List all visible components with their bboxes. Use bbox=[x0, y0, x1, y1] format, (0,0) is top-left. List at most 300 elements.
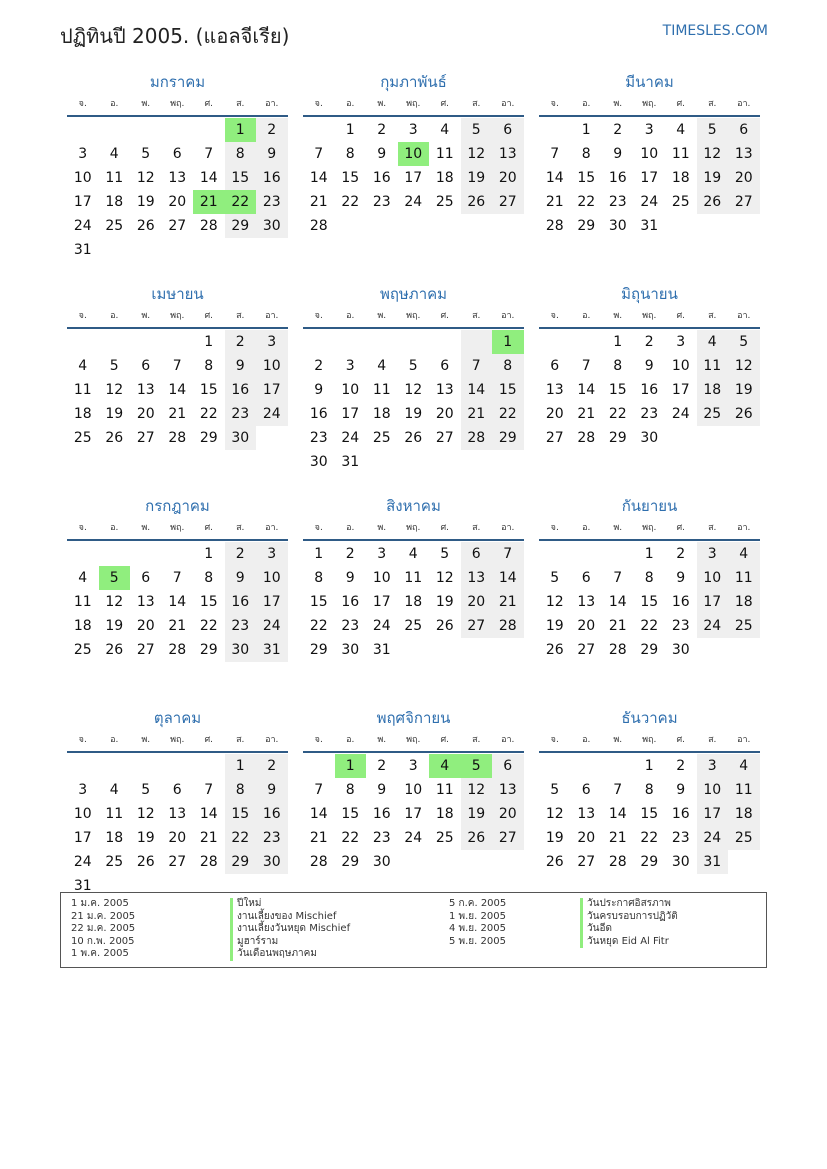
day-cell[interactable]: 27 bbox=[492, 826, 524, 850]
day-cell[interactable]: 19 bbox=[461, 802, 493, 826]
day-cell[interactable]: 1 bbox=[345, 122, 355, 138]
day-cell[interactable]: 1 bbox=[225, 754, 257, 778]
day-cell[interactable]: 7 bbox=[581, 358, 591, 374]
day-cell[interactable]: 28 bbox=[199, 218, 218, 234]
day-cell[interactable]: 3 bbox=[377, 546, 387, 562]
day-cell[interactable]: 18 bbox=[105, 194, 124, 210]
day-cell[interactable]: 13 bbox=[168, 806, 187, 822]
day-cell[interactable]: 18 bbox=[671, 170, 690, 186]
day-cell[interactable]: 30 bbox=[256, 214, 288, 238]
day-cell[interactable]: 23 bbox=[372, 194, 391, 210]
day-cell[interactable]: 8 bbox=[204, 358, 214, 374]
day-cell[interactable]: 27 bbox=[728, 190, 760, 214]
day-cell[interactable]: 17 bbox=[73, 194, 92, 210]
day-cell[interactable]: 14 bbox=[309, 806, 328, 822]
day-cell[interactable]: 30 bbox=[608, 218, 627, 234]
day-cell[interactable]: 23 bbox=[640, 406, 659, 422]
day-cell[interactable]: 28 bbox=[608, 642, 627, 658]
day-cell[interactable]: 22 bbox=[341, 194, 360, 210]
day-cell[interactable]: 18 bbox=[73, 406, 92, 422]
day-cell[interactable]: 24 bbox=[256, 402, 288, 426]
day-cell[interactable]: 3 bbox=[676, 334, 686, 350]
day-cell[interactable]: 7 bbox=[613, 570, 623, 586]
day-cell[interactable]: 15 bbox=[492, 378, 524, 402]
day-cell[interactable]: 6 bbox=[581, 570, 591, 586]
day-cell[interactable]: 4 bbox=[728, 754, 760, 778]
day-cell[interactable]: 3 bbox=[345, 358, 355, 374]
day-cell[interactable]: 18 bbox=[73, 618, 92, 634]
day-cell[interactable]: 12 bbox=[728, 354, 760, 378]
day-cell[interactable]: 28 bbox=[168, 430, 187, 446]
day-cell[interactable]: 22 bbox=[199, 406, 218, 422]
day-cell[interactable]: 13 bbox=[577, 806, 596, 822]
day-cell[interactable]: 14 bbox=[199, 806, 218, 822]
day-cell[interactable]: 22 bbox=[309, 618, 328, 634]
day-cell[interactable]: 6 bbox=[492, 754, 524, 778]
day-cell[interactable]: 17 bbox=[73, 830, 92, 846]
day-cell[interactable]: 13 bbox=[136, 382, 155, 398]
day-cell[interactable]: 4 bbox=[109, 146, 119, 162]
day-cell[interactable]: 14 bbox=[577, 382, 596, 398]
day-cell[interactable]: 18 bbox=[372, 406, 391, 422]
day-cell[interactable]: 3 bbox=[644, 122, 654, 138]
day-cell[interactable]: 9 bbox=[345, 570, 355, 586]
day-cell[interactable]: 18 bbox=[728, 802, 760, 826]
day-cell[interactable]: 8 bbox=[225, 778, 257, 802]
day-cell[interactable]: 14 bbox=[199, 170, 218, 186]
day-cell[interactable]: 30 bbox=[225, 638, 257, 662]
day-cell[interactable]: 21 bbox=[199, 830, 218, 846]
day-cell[interactable]: 28 bbox=[577, 430, 596, 446]
day-cell[interactable]: 28 bbox=[309, 218, 328, 234]
day-cell[interactable]: 8 bbox=[345, 146, 355, 162]
day-cell[interactable]: 3 bbox=[78, 782, 88, 798]
day-cell[interactable]: 12 bbox=[435, 570, 454, 586]
day-cell[interactable]: 3 bbox=[697, 754, 729, 778]
day-cell[interactable]: 21 bbox=[608, 618, 627, 634]
day-cell[interactable]: 19 bbox=[697, 166, 729, 190]
day-cell[interactable]: 12 bbox=[136, 170, 155, 186]
day-cell[interactable]: 10 bbox=[256, 354, 288, 378]
day-cell[interactable]: 6 bbox=[141, 570, 151, 586]
day-cell[interactable]: 20 bbox=[577, 830, 596, 846]
day-cell[interactable]: 13 bbox=[728, 142, 760, 166]
day-cell[interactable]: 16 bbox=[671, 806, 690, 822]
day-cell[interactable]: 16 bbox=[256, 802, 288, 826]
day-cell[interactable]: 19 bbox=[136, 194, 155, 210]
day-cell[interactable]: 15 bbox=[341, 806, 360, 822]
day-cell[interactable]: 9 bbox=[256, 142, 288, 166]
day-cell[interactable]: 29 bbox=[640, 642, 659, 658]
day-cell[interactable]: 6 bbox=[581, 782, 591, 798]
day-cell[interactable]: 23 bbox=[608, 194, 627, 210]
day-cell[interactable]: 23 bbox=[372, 830, 391, 846]
day-cell[interactable]: 20 bbox=[577, 618, 596, 634]
day-cell[interactable]: 5 bbox=[440, 546, 450, 562]
day-cell[interactable]: 21 bbox=[545, 194, 564, 210]
day-cell[interactable]: 16 bbox=[608, 170, 627, 186]
day-cell[interactable]: 16 bbox=[256, 166, 288, 190]
day-cell[interactable]: 6 bbox=[461, 542, 493, 566]
day-cell[interactable]: 10 bbox=[697, 566, 729, 590]
day-cell[interactable]: 26 bbox=[136, 218, 155, 234]
day-cell[interactable]: 25 bbox=[728, 614, 760, 638]
day-cell[interactable]: 28 bbox=[168, 642, 187, 658]
day-cell[interactable]: 27 bbox=[136, 642, 155, 658]
day-cell[interactable]: 25 bbox=[697, 402, 729, 426]
day-cell[interactable]: 15 bbox=[309, 594, 328, 610]
day-cell[interactable]: 27 bbox=[545, 430, 564, 446]
day-cell[interactable]: 19 bbox=[545, 618, 564, 634]
day-cell[interactable]: 17 bbox=[256, 590, 288, 614]
day-cell[interactable]: 24 bbox=[404, 194, 423, 210]
day-cell[interactable]: 8 bbox=[644, 782, 654, 798]
day-cell[interactable]: 12 bbox=[136, 806, 155, 822]
day-cell[interactable]: 2 bbox=[377, 758, 387, 774]
day-cell[interactable]: 8 bbox=[581, 146, 591, 162]
day-cell[interactable]: 25 bbox=[372, 430, 391, 446]
day-cell[interactable]: 24 bbox=[697, 614, 729, 638]
day-cell[interactable]: 31 bbox=[73, 878, 92, 894]
day-cell[interactable]: 14 bbox=[545, 170, 564, 186]
day-cell[interactable]: 7 bbox=[314, 146, 324, 162]
day-cell[interactable]: 17 bbox=[404, 170, 423, 186]
day-cell[interactable]: 10 bbox=[671, 358, 690, 374]
day-cell[interactable]: 2 bbox=[314, 358, 324, 374]
day-cell[interactable]: 21 bbox=[309, 830, 328, 846]
day-cell[interactable]: 6 bbox=[172, 146, 182, 162]
day-cell[interactable]: 22 bbox=[640, 618, 659, 634]
day-cell[interactable]: 22 bbox=[199, 618, 218, 634]
day-cell[interactable]: 13 bbox=[492, 778, 524, 802]
day-cell[interactable]: 8 bbox=[204, 570, 214, 586]
day-cell[interactable]: 5 bbox=[109, 358, 119, 374]
day-cell[interactable]: 11 bbox=[728, 778, 760, 802]
day-cell[interactable]: 21 bbox=[461, 402, 493, 426]
day-cell[interactable]: 17 bbox=[671, 382, 690, 398]
day-cell[interactable]: 11 bbox=[105, 806, 124, 822]
day-cell[interactable]: 17 bbox=[697, 802, 729, 826]
day-cell[interactable]: 1 bbox=[204, 546, 214, 562]
day-cell[interactable]: 10 bbox=[73, 806, 92, 822]
day-cell[interactable]: 14 bbox=[309, 170, 328, 186]
day-cell[interactable]: 1 bbox=[581, 122, 591, 138]
day-cell[interactable]: 15 bbox=[608, 382, 627, 398]
day-cell[interactable]: 17 bbox=[697, 590, 729, 614]
day-cell[interactable]: 14 bbox=[608, 806, 627, 822]
day-cell[interactable]: 29 bbox=[225, 214, 257, 238]
day-cell[interactable]: 21 bbox=[168, 406, 187, 422]
day-cell[interactable]: 6 bbox=[550, 358, 560, 374]
day-cell[interactable]: 29 bbox=[199, 642, 218, 658]
day-cell[interactable]: 5 bbox=[141, 782, 151, 798]
day-cell[interactable]: 13 bbox=[577, 594, 596, 610]
day-cell[interactable]: 27 bbox=[136, 430, 155, 446]
day-cell[interactable]: 20 bbox=[168, 194, 187, 210]
day-cell[interactable]: 22 bbox=[225, 826, 257, 850]
day-cell[interactable]: 24 bbox=[341, 430, 360, 446]
day-cell[interactable]: 30 bbox=[671, 642, 690, 658]
day-cell[interactable]: 31 bbox=[73, 242, 92, 258]
day-cell[interactable]: 18 bbox=[435, 806, 454, 822]
day-cell[interactable]: 17 bbox=[372, 594, 391, 610]
day-cell[interactable]: 8 bbox=[492, 354, 524, 378]
day-cell[interactable]: 23 bbox=[256, 826, 288, 850]
day-cell[interactable]: 4 bbox=[109, 782, 119, 798]
day-cell[interactable]: 26 bbox=[461, 190, 493, 214]
day-cell[interactable]: 31 bbox=[372, 642, 391, 658]
day-cell[interactable]: 24 bbox=[404, 830, 423, 846]
day-cell[interactable]: 25 bbox=[404, 618, 423, 634]
day-cell[interactable]: 4 bbox=[408, 546, 418, 562]
day-cell[interactable]: 8 bbox=[644, 570, 654, 586]
day-cell[interactable]: 2 bbox=[644, 334, 654, 350]
day-cell[interactable]: 8 bbox=[345, 782, 355, 798]
day-cell[interactable]: 21 bbox=[309, 194, 328, 210]
day-cell[interactable]: 9 bbox=[225, 566, 257, 590]
day-cell[interactable]: 11 bbox=[728, 566, 760, 590]
day-cell[interactable]: 1 bbox=[335, 754, 367, 778]
day-cell[interactable]: 19 bbox=[136, 830, 155, 846]
day-cell[interactable]: 29 bbox=[225, 850, 257, 874]
day-cell[interactable]: 26 bbox=[545, 854, 564, 870]
day-cell[interactable]: 2 bbox=[377, 122, 387, 138]
day-cell[interactable]: 12 bbox=[461, 142, 493, 166]
day-cell[interactable]: 2 bbox=[676, 546, 686, 562]
day-cell[interactable]: 7 bbox=[314, 782, 324, 798]
day-cell[interactable]: 2 bbox=[345, 546, 355, 562]
day-cell[interactable]: 3 bbox=[256, 330, 288, 354]
day-cell[interactable]: 9 bbox=[377, 146, 387, 162]
day-cell[interactable]: 18 bbox=[105, 830, 124, 846]
day-cell[interactable]: 28 bbox=[545, 218, 564, 234]
day-cell[interactable]: 26 bbox=[105, 642, 124, 658]
day-cell[interactable]: 5 bbox=[461, 118, 493, 142]
day-cell[interactable]: 6 bbox=[728, 118, 760, 142]
day-cell[interactable]: 4 bbox=[78, 570, 88, 586]
day-cell[interactable]: 9 bbox=[377, 782, 387, 798]
day-cell[interactable]: 2 bbox=[256, 118, 288, 142]
day-cell[interactable]: 3 bbox=[408, 122, 418, 138]
day-cell[interactable]: 24 bbox=[73, 854, 92, 870]
day-cell[interactable]: 11 bbox=[105, 170, 124, 186]
day-cell[interactable]: 18 bbox=[697, 378, 729, 402]
day-cell[interactable]: 22 bbox=[608, 406, 627, 422]
day-cell[interactable]: 30 bbox=[225, 426, 257, 450]
day-cell[interactable]: 12 bbox=[545, 594, 564, 610]
day-cell[interactable]: 20 bbox=[492, 166, 524, 190]
day-cell[interactable]: 21 bbox=[608, 830, 627, 846]
day-cell[interactable]: 8 bbox=[613, 358, 623, 374]
day-cell[interactable]: 10 bbox=[256, 566, 288, 590]
day-cell[interactable]: 26 bbox=[404, 430, 423, 446]
day-cell[interactable]: 21 bbox=[193, 190, 225, 214]
day-cell[interactable]: 25 bbox=[73, 430, 92, 446]
day-cell[interactable]: 29 bbox=[640, 854, 659, 870]
day-cell[interactable]: 22 bbox=[225, 190, 257, 214]
day-cell[interactable]: 22 bbox=[341, 830, 360, 846]
day-cell[interactable]: 15 bbox=[225, 166, 257, 190]
day-cell[interactable]: 10 bbox=[640, 146, 659, 162]
day-cell[interactable]: 25 bbox=[671, 194, 690, 210]
day-cell[interactable]: 5 bbox=[461, 754, 493, 778]
day-cell[interactable]: 29 bbox=[199, 430, 218, 446]
day-cell[interactable]: 26 bbox=[435, 618, 454, 634]
day-cell[interactable]: 20 bbox=[168, 830, 187, 846]
day-cell[interactable]: 13 bbox=[435, 382, 454, 398]
day-cell[interactable]: 27 bbox=[435, 430, 454, 446]
day-cell[interactable]: 15 bbox=[199, 594, 218, 610]
day-cell[interactable]: 27 bbox=[577, 642, 596, 658]
day-cell[interactable]: 21 bbox=[492, 590, 524, 614]
day-cell[interactable]: 12 bbox=[545, 806, 564, 822]
day-cell[interactable]: 4 bbox=[728, 542, 760, 566]
day-cell[interactable]: 23 bbox=[256, 190, 288, 214]
day-cell[interactable]: 20 bbox=[492, 802, 524, 826]
day-cell[interactable]: 9 bbox=[676, 570, 686, 586]
day-cell[interactable]: 22 bbox=[640, 830, 659, 846]
day-cell[interactable]: 14 bbox=[168, 594, 187, 610]
day-cell[interactable]: 10 bbox=[398, 142, 430, 166]
day-cell[interactable]: 11 bbox=[372, 382, 391, 398]
day-cell[interactable]: 12 bbox=[105, 594, 124, 610]
day-cell[interactable]: 26 bbox=[728, 402, 760, 426]
day-cell[interactable]: 9 bbox=[256, 778, 288, 802]
day-cell[interactable]: 16 bbox=[372, 806, 391, 822]
day-cell[interactable]: 19 bbox=[461, 166, 493, 190]
day-cell[interactable]: 8 bbox=[225, 142, 257, 166]
day-cell[interactable]: 31 bbox=[697, 850, 729, 874]
day-cell[interactable]: 29 bbox=[608, 430, 627, 446]
day-cell[interactable]: 27 bbox=[577, 854, 596, 870]
day-cell[interactable]: 14 bbox=[608, 594, 627, 610]
day-cell[interactable]: 5 bbox=[697, 118, 729, 142]
day-cell[interactable]: 21 bbox=[168, 618, 187, 634]
day-cell[interactable]: 5 bbox=[141, 146, 151, 162]
day-cell[interactable]: 9 bbox=[613, 146, 623, 162]
day-cell[interactable]: 23 bbox=[225, 614, 257, 638]
day-cell[interactable]: 1 bbox=[225, 118, 257, 142]
day-cell[interactable]: 10 bbox=[697, 778, 729, 802]
day-cell[interactable]: 19 bbox=[728, 378, 760, 402]
day-cell[interactable]: 15 bbox=[225, 802, 257, 826]
day-cell[interactable]: 30 bbox=[309, 454, 328, 470]
day-cell[interactable]: 30 bbox=[640, 430, 659, 446]
day-cell[interactable]: 3 bbox=[408, 758, 418, 774]
day-cell[interactable]: 7 bbox=[172, 570, 182, 586]
day-cell[interactable]: 26 bbox=[545, 642, 564, 658]
day-cell[interactable]: 4 bbox=[377, 358, 387, 374]
day-cell[interactable]: 1 bbox=[644, 546, 654, 562]
day-cell[interactable]: 27 bbox=[168, 218, 187, 234]
day-cell[interactable]: 28 bbox=[199, 854, 218, 870]
day-cell[interactable]: 29 bbox=[492, 426, 524, 450]
day-cell[interactable]: 25 bbox=[435, 830, 454, 846]
day-cell[interactable]: 10 bbox=[341, 382, 360, 398]
day-cell[interactable]: 3 bbox=[78, 146, 88, 162]
day-cell[interactable]: 7 bbox=[550, 146, 560, 162]
day-cell[interactable]: 20 bbox=[728, 166, 760, 190]
day-cell[interactable]: 28 bbox=[461, 426, 493, 450]
day-cell[interactable]: 31 bbox=[341, 454, 360, 470]
day-cell[interactable]: 30 bbox=[372, 854, 391, 870]
day-cell[interactable]: 16 bbox=[225, 590, 257, 614]
day-cell[interactable]: 13 bbox=[461, 566, 493, 590]
day-cell[interactable]: 11 bbox=[435, 146, 454, 162]
day-cell[interactable]: 7 bbox=[492, 542, 524, 566]
day-cell[interactable]: 10 bbox=[372, 570, 391, 586]
day-cell[interactable]: 3 bbox=[697, 542, 729, 566]
day-cell[interactable]: 13 bbox=[168, 170, 187, 186]
day-cell[interactable]: 1 bbox=[492, 330, 524, 354]
day-cell[interactable]: 14 bbox=[168, 382, 187, 398]
day-cell[interactable]: 11 bbox=[73, 594, 92, 610]
day-cell[interactable]: 6 bbox=[492, 118, 524, 142]
day-cell[interactable]: 23 bbox=[225, 402, 257, 426]
day-cell[interactable]: 9 bbox=[676, 782, 686, 798]
day-cell[interactable]: 25 bbox=[728, 826, 760, 850]
day-cell[interactable]: 17 bbox=[640, 170, 659, 186]
day-cell[interactable]: 12 bbox=[404, 382, 423, 398]
day-cell[interactable]: 17 bbox=[404, 806, 423, 822]
day-cell[interactable]: 16 bbox=[341, 594, 360, 610]
day-cell[interactable]: 26 bbox=[105, 430, 124, 446]
day-cell[interactable]: 1 bbox=[204, 334, 214, 350]
day-cell[interactable]: 10 bbox=[73, 170, 92, 186]
day-cell[interactable]: 1 bbox=[644, 758, 654, 774]
day-cell[interactable]: 5 bbox=[550, 570, 560, 586]
day-cell[interactable]: 25 bbox=[105, 854, 124, 870]
day-cell[interactable]: 19 bbox=[105, 406, 124, 422]
day-cell[interactable]: 12 bbox=[105, 382, 124, 398]
day-cell[interactable]: 24 bbox=[640, 194, 659, 210]
day-cell[interactable]: 12 bbox=[697, 142, 729, 166]
day-cell[interactable]: 15 bbox=[341, 170, 360, 186]
site-link[interactable]: TIMESLES.COM bbox=[662, 23, 768, 39]
day-cell[interactable]: 6 bbox=[141, 358, 151, 374]
day-cell[interactable]: 25 bbox=[73, 642, 92, 658]
day-cell[interactable]: 14 bbox=[492, 566, 524, 590]
day-cell[interactable]: 23 bbox=[671, 830, 690, 846]
day-cell[interactable]: 26 bbox=[697, 190, 729, 214]
day-cell[interactable]: 9 bbox=[644, 358, 654, 374]
day-cell[interactable]: 11 bbox=[671, 146, 690, 162]
day-cell[interactable]: 13 bbox=[136, 594, 155, 610]
day-cell[interactable]: 19 bbox=[105, 618, 124, 634]
day-cell[interactable]: 6 bbox=[440, 358, 450, 374]
day-cell[interactable]: 9 bbox=[225, 354, 257, 378]
day-cell[interactable]: 7 bbox=[172, 358, 182, 374]
day-cell[interactable]: 19 bbox=[435, 594, 454, 610]
day-cell[interactable]: 15 bbox=[577, 170, 596, 186]
day-cell[interactable]: 13 bbox=[545, 382, 564, 398]
day-cell[interactable]: 27 bbox=[168, 854, 187, 870]
day-cell[interactable]: 25 bbox=[435, 194, 454, 210]
day-cell[interactable]: 7 bbox=[461, 354, 493, 378]
day-cell[interactable]: 28 bbox=[492, 614, 524, 638]
day-cell[interactable]: 4 bbox=[440, 122, 450, 138]
day-cell[interactable]: 15 bbox=[199, 382, 218, 398]
day-cell[interactable]: 6 bbox=[172, 782, 182, 798]
day-cell[interactable]: 4 bbox=[429, 754, 461, 778]
day-cell[interactable]: 11 bbox=[404, 570, 423, 586]
day-cell[interactable]: 21 bbox=[577, 406, 596, 422]
day-cell[interactable]: 2 bbox=[256, 754, 288, 778]
day-cell[interactable]: 16 bbox=[372, 170, 391, 186]
day-cell[interactable]: 11 bbox=[435, 782, 454, 798]
day-cell[interactable]: 24 bbox=[256, 614, 288, 638]
day-cell[interactable]: 17 bbox=[256, 378, 288, 402]
